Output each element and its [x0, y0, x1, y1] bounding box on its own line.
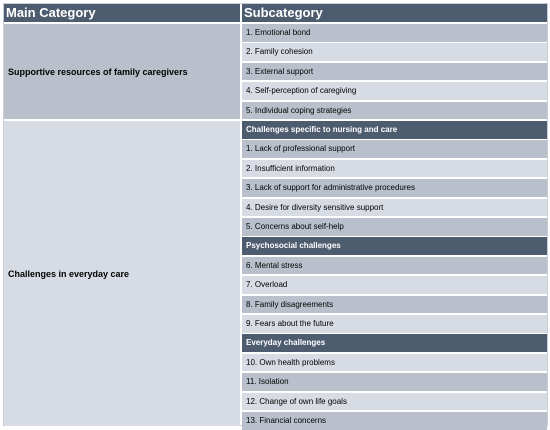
- subcategory-row: 3. Lack of support for administrative procedures: [242, 179, 547, 197]
- subcategory-row: 1. Lack of professional support: [242, 140, 547, 158]
- main-category-header: Main Category: [6, 5, 96, 20]
- subcategory-row: 12. Change of own life goals: [242, 393, 547, 411]
- subcategory-row: 8. Family disagreements: [242, 296, 547, 314]
- table-header-row: [4, 4, 547, 22]
- subcategory-row: 4. Self-perception of caregiving: [242, 82, 547, 100]
- subcategory-row: 2. Insufficient information: [242, 160, 547, 178]
- subcategory-row: 7. Overload: [242, 276, 547, 294]
- main-category-supportive-resources: Supportive resources of family caregivers: [4, 24, 240, 119]
- category-table: [3, 3, 548, 426]
- subcategory-section-header: Challenges specific to nursing and care: [242, 121, 547, 139]
- subcategory-row: 2. Family cohesion: [242, 43, 547, 61]
- subcategory-section-header: Everyday challenges: [242, 334, 547, 352]
- subcategory-row: 3. External support: [242, 63, 547, 81]
- subcategory-row: 10. Own health problems: [242, 354, 547, 372]
- subcategory-row: 5. Individual coping strategies: [242, 102, 547, 120]
- column-divider: [240, 4, 242, 425]
- subcategory-row: 5. Concerns about self-help: [242, 218, 547, 236]
- subcategory-row: 9. Fears about the future: [242, 315, 547, 333]
- subcategory-row: 1. Emotional bond: [242, 24, 547, 42]
- subcategory-row: 11. Isolation: [242, 373, 547, 391]
- subcategory-section-header: Psychosocial challenges: [242, 237, 547, 255]
- subcategory-row: 4. Desire for diversity sensitive support: [242, 199, 547, 217]
- subcategory-row: 6. Mental stress: [242, 257, 547, 275]
- main-category-challenges: Challenges in everyday care: [4, 121, 240, 426]
- subcategory-row: 13. Financial concerns: [242, 412, 547, 430]
- subcategory-header: Subcategory: [244, 5, 323, 20]
